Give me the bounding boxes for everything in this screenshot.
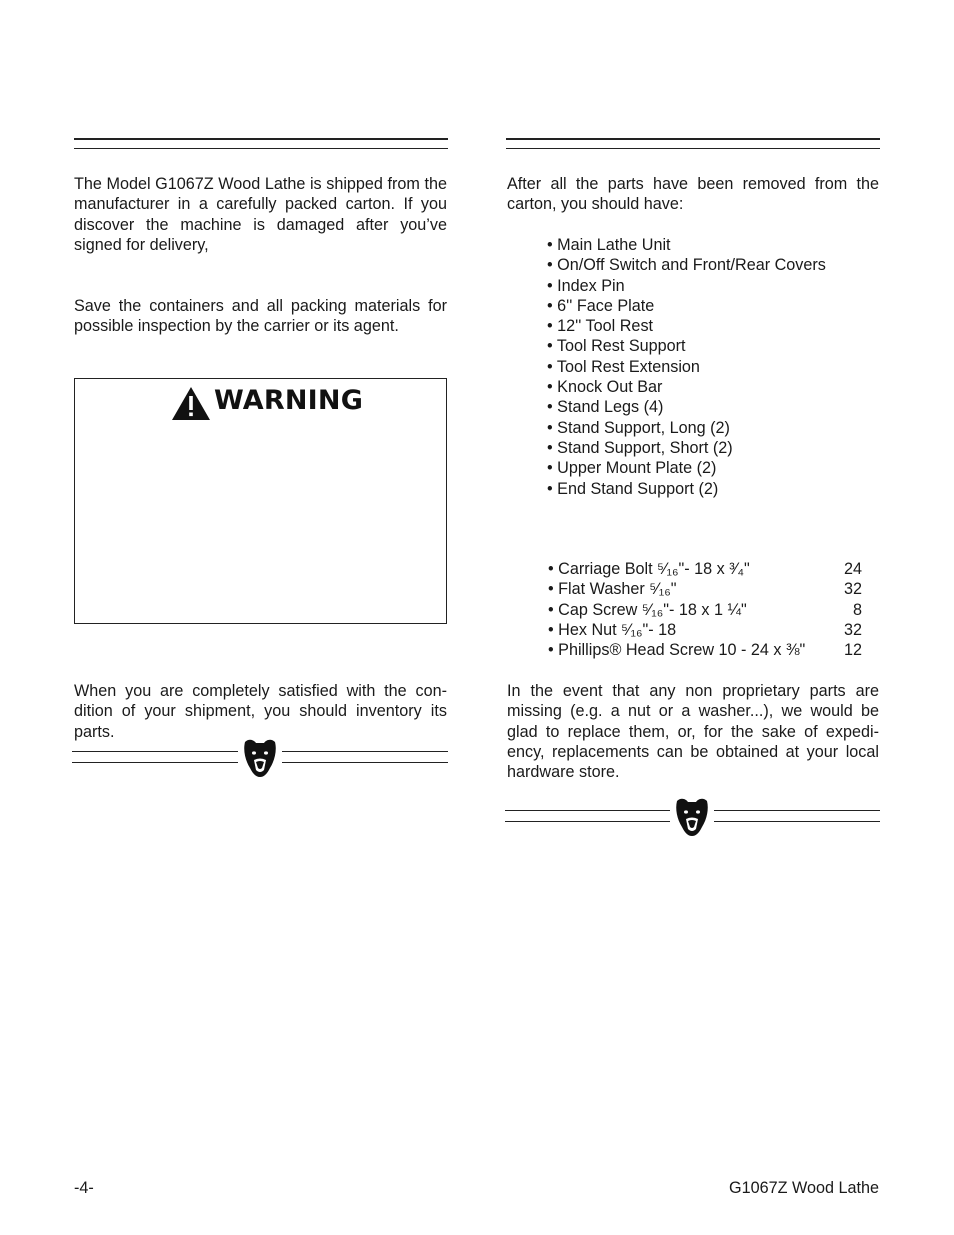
list-item: • Stand Support, Long (2) (547, 418, 730, 437)
hardware-qty: 32 (843, 580, 862, 599)
parts-intro-paragraph: After all the parts have been removed from the carton, you should have: (507, 175, 879, 214)
list-item: • Stand Support, Short (2) (547, 438, 733, 457)
list-item: • Upper Mount Plate (2) (547, 459, 717, 478)
hardware-name: • Flat Washer ⁵⁄₁₆" (548, 580, 677, 599)
list-item: • Knock Out Bar (547, 378, 663, 397)
hardware-list (548, 559, 864, 663)
hardware-qty: 8 (852, 600, 862, 619)
shipping-intro-paragraph: The Model G1067Z Wood Lathe is shipped from the manufacturer in a carefully packed carton. If you discover the machine is damaged after you’ve signed for delivery, (74, 175, 447, 254)
list-item: • 12'' Tool Rest (547, 317, 654, 336)
list-item: • Tool Rest Extension (547, 357, 700, 376)
hardware-name: • Carriage Bolt ⁵⁄₁₆"- 18 x ³⁄₄" (548, 560, 750, 578)
hardware-qty: 12 (843, 641, 862, 660)
hardware-row (548, 600, 864, 620)
footer-model-name: G1067Z Wood Lathe (729, 1179, 879, 1197)
warning-label: WARNING (214, 385, 364, 416)
hardware-qty: 32 (843, 620, 862, 639)
bear-logo-icon (674, 797, 710, 837)
hardware-row (548, 620, 864, 640)
hardware-name: • Hex Nut ⁵⁄₁₆"- 18 (548, 620, 677, 639)
hardware-name: • Phillips® Head Screw 10 - 24 x ⅜" (548, 641, 806, 660)
hardware-name: • Cap Screw ⁵⁄₁₆"- 18 x 1 ¼" (548, 600, 747, 619)
warning-triangle-icon (171, 386, 211, 421)
hardware-row (548, 579, 864, 599)
page-number: -4- (74, 1179, 94, 1197)
list-item: • On/Off Switch and Front/Rear Covers (547, 256, 826, 275)
save-containers-paragraph: Save the containers and all packing materials for possible inspection by the carrier or its agent. (74, 297, 447, 336)
left-section-rule (74, 138, 448, 149)
left-divider-line-b (282, 751, 448, 763)
missing-parts-paragraph: In the event that any non proprietary parts are missing (e.g. a nut or a washer...), we would be glad to replace them, or, for the sake of expedi-ency, replacements can be obtained at your local hardware store. (507, 682, 879, 782)
list-item: • Index Pin (547, 276, 625, 295)
right-divider-line-b (714, 810, 880, 822)
hardware-row (548, 559, 864, 579)
hardware-qty: 24 (843, 560, 862, 578)
hardware-row (548, 640, 864, 660)
list-item: • Main Lathe Unit (547, 236, 671, 254)
right-divider-line-a (505, 810, 670, 822)
list-item: • 6'' Face Plate (547, 296, 655, 315)
list-item: • Stand Legs (4) (547, 398, 664, 417)
list-item: • End Stand Support (2) (547, 479, 719, 498)
list-item: • Tool Rest Support (547, 337, 686, 356)
right-section-rule (506, 138, 880, 149)
bear-logo-icon (242, 738, 278, 778)
inventory-paragraph: When you are completely satisfied with the con-dition of your shipment, you should inventory its parts. (74, 682, 447, 741)
parts-list (547, 235, 826, 499)
left-divider-line-a (72, 751, 238, 763)
